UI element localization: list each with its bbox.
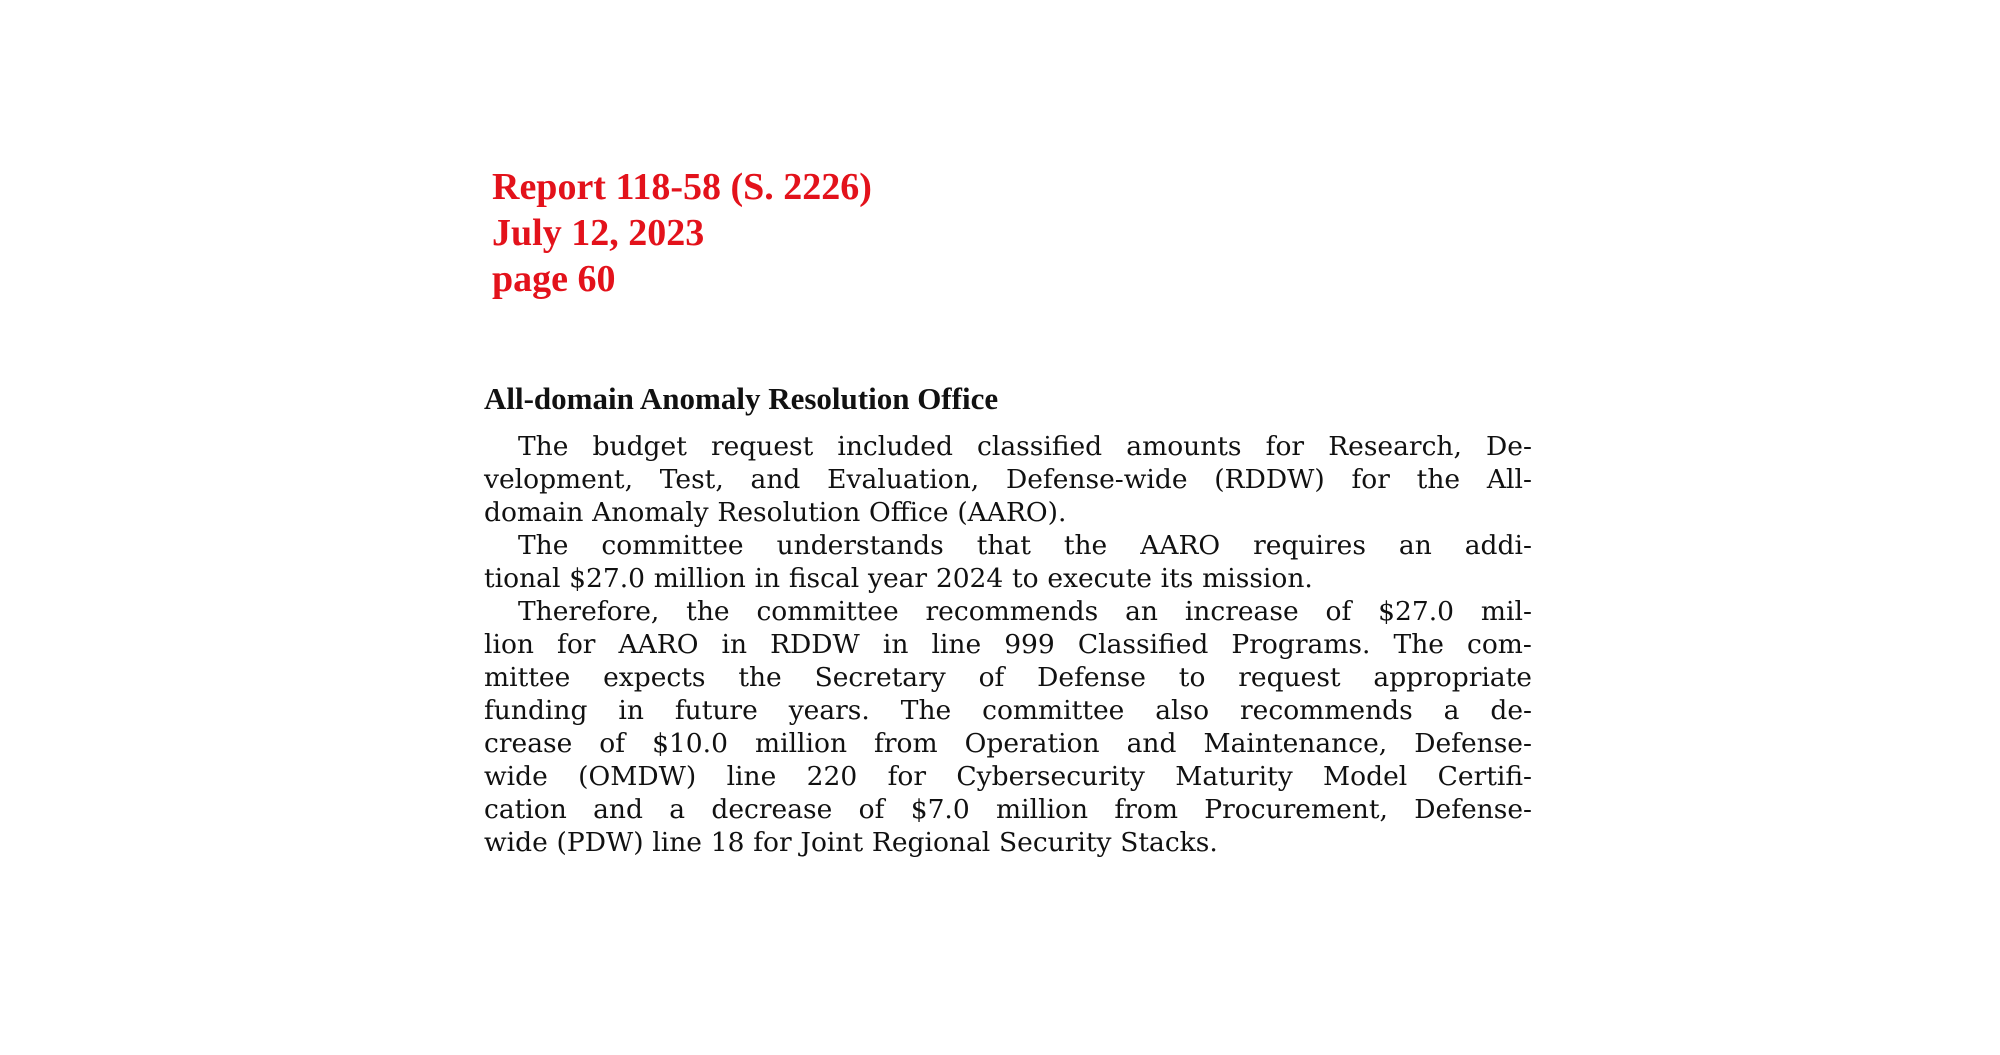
text-line: The committee understands that the AARO requires an addi- [518, 530, 1532, 561]
report-date: July 12, 2023 [492, 212, 705, 254]
text-line: crease of $10.0 million from Operation and Maintenance, Defense- [484, 728, 1532, 759]
section-heading: All-domain Anomaly Resolution Office [484, 381, 999, 416]
text-line: The budget request included classified amounts for Research, De- [518, 431, 1532, 462]
text-line: wide (OMDW) line 220 for Cybersecurity Maturity Model Certifi- [484, 761, 1532, 792]
report-page: page 60 [492, 258, 616, 300]
text-line: tional $27.0 million in fiscal year 2024 to execute its mission. [484, 563, 1313, 594]
paragraph [484, 529, 1532, 595]
text-line: mittee expects the Secretary of Defense to request appropriate [484, 662, 1532, 693]
text-line: cation and a decrease of $7.0 million from Procurement, Defense- [484, 794, 1532, 825]
paragraph [484, 430, 1532, 529]
paragraph [484, 595, 1532, 859]
text-line: domain Anomaly Resolution Office (AARO). [484, 497, 1067, 528]
text-line: lion for AARO in RDDW in line 999 Classified Programs. The com- [484, 629, 1532, 660]
paragraphs [484, 430, 1532, 859]
text-line: velopment, Test, and Evaluation, Defense-wide (RDDW) for the All- [484, 464, 1532, 495]
text-line: Therefore, the committee recommends an increase of $27.0 mil- [518, 596, 1532, 627]
text-line: funding in future years. The committee also recommends a de- [484, 695, 1532, 726]
document-body [484, 380, 1532, 859]
text-line: wide (PDW) line 18 for Joint Regional Security Stacks. [484, 827, 1218, 858]
report-citation-stamp [492, 164, 872, 302]
report-number: Report 118-58 (S. 2226) [492, 166, 872, 208]
